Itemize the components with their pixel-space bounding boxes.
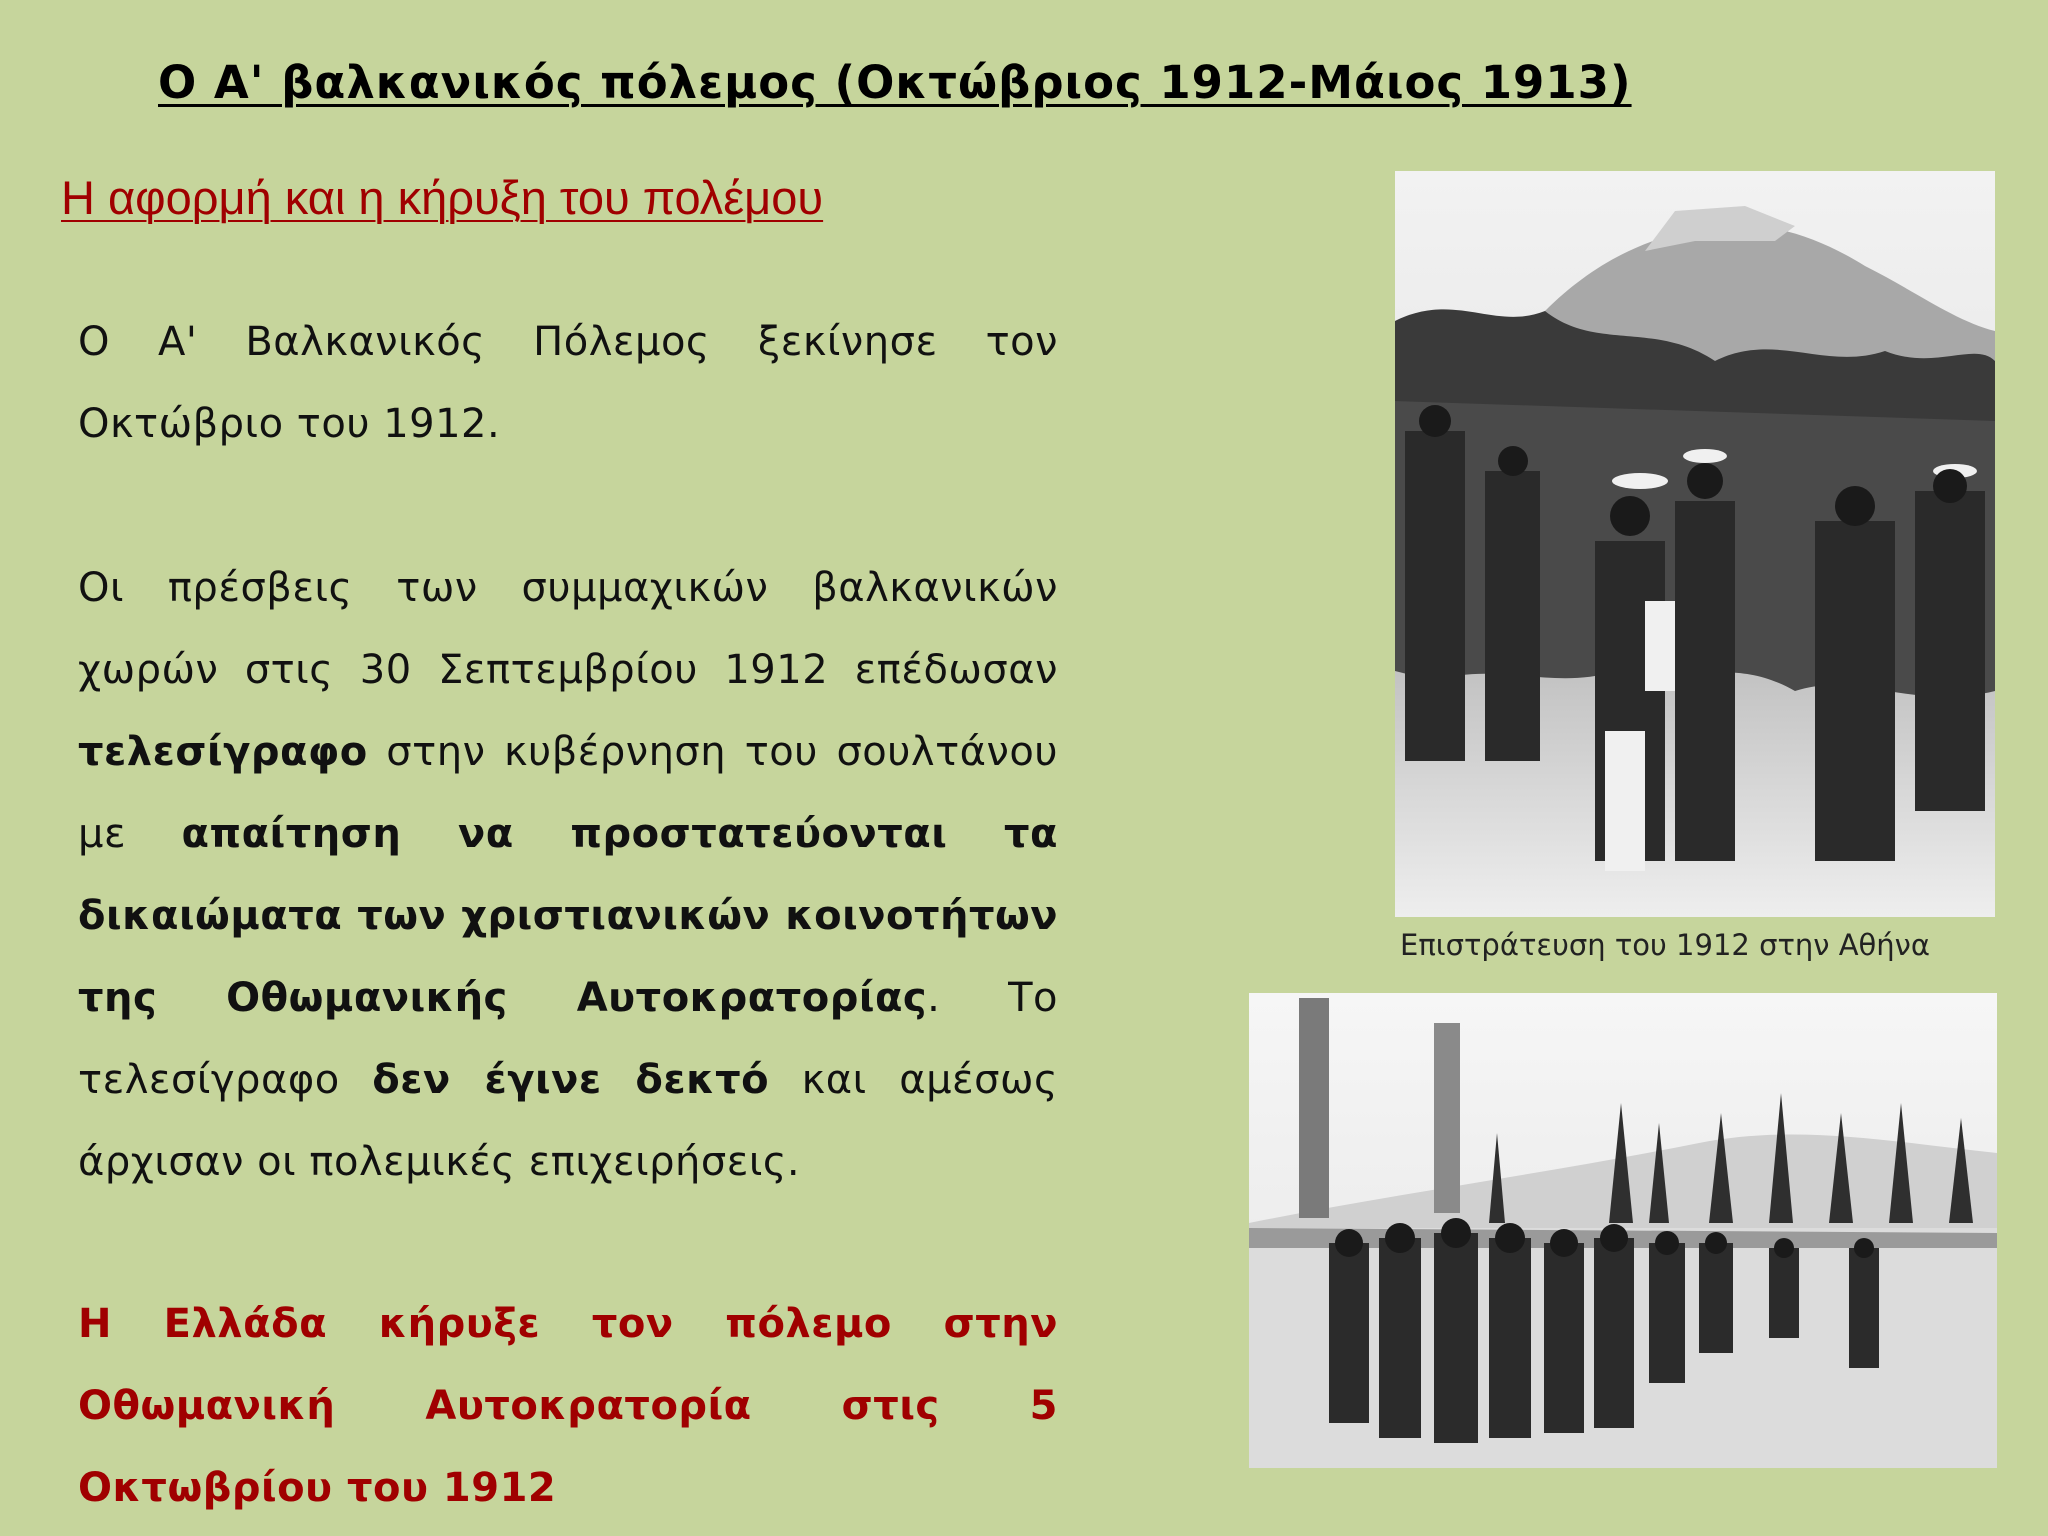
ultimatum-text-3: . Το τελεσίγραφο — [78, 975, 1058, 1103]
mobilization-photo-caption: Επιστράτευση του 1912 στην Αθήνα — [1400, 928, 1930, 962]
ultimatum-bold-1: τελεσίγραφο — [78, 729, 368, 775]
ultimatum-bold-3: δεν έγινε δεκτό — [372, 1057, 770, 1103]
ultimatum-text-2: στην κυβέρνηση του σουλτάνου με — [78, 729, 1058, 857]
soldiers-marching-photo — [1249, 993, 1997, 1468]
mobilization-photo — [1395, 171, 1995, 917]
declaration-paragraph: Η Ελλάδα κήρυξε τον πόλεμο στην Οθωμανική Αυτοκρατορία στις 5 Οκτωβρίου του 1912 — [78, 1301, 1058, 1511]
section-subtitle: Η αφορμή και η κήρυξη του πολέμου — [61, 171, 824, 224]
ultimatum-paragraph — [78, 547, 1058, 1203]
ultimatum-bold-2: απαίτηση να προστατεύονται τα δικαιώματα των χριστιανικών κοινοτήτων της Οθωμανικής Αυτοκρατορίας — [78, 811, 1058, 1021]
slide-title: Ο Α' βαλκανικός πόλεμος (Οκτώβριος 1912-Μάιος 1913) — [158, 56, 1632, 109]
ultimatum-text-4: και αμέσως άρχισαν οι πολεμικές επιχειρήσεις. — [78, 1057, 1059, 1185]
intro-paragraph: Ο Α' Βαλκανικός Πόλεμος ξεκίνησε τον Οκτώβριο του 1912. — [78, 319, 1058, 447]
ultimatum-text-1: Οι πρέσβεις των συμμαχικών βαλκανικών χωρών στις 30 Σεπτεμβρίου 1912 επέδωσαν — [78, 565, 1058, 693]
